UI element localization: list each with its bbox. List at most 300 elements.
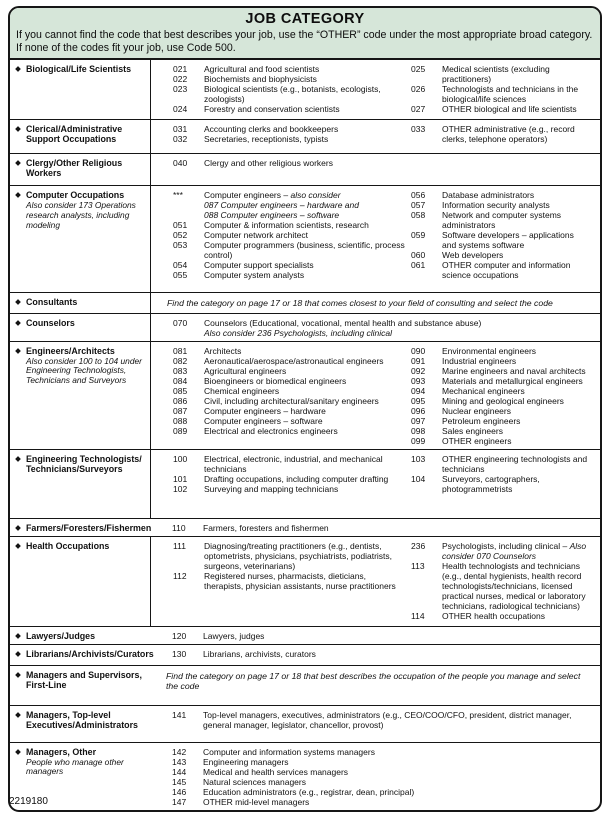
item-text: Mining and geological engineers [442,395,564,406]
item-text: Farmers, foresters and fishermen [203,522,329,533]
row-clerical [10,119,600,153]
item-code: 022 [173,74,188,84]
bullet-icon [15,126,21,132]
item-code: 025 [411,64,426,74]
item-text: Top-level managers, executives, administrators (e.g., CEO/COO/CFO, president, district manager, general manager, legislator, chancellor, provost) [203,709,572,730]
item-text: Technologists and technicians in the biological/life sciences [442,84,579,104]
code-item [172,797,596,807]
code-item [173,454,411,474]
item-code: 081 [173,345,188,356]
row-managers-top [10,705,600,742]
row-lawyers [10,626,600,644]
code-columns [151,454,596,494]
row-eng-tech [10,449,600,518]
row-engineers [10,341,600,449]
code-item [411,366,596,376]
bullet-icon [15,633,21,639]
code-item [172,747,596,757]
item-code: 055 [173,270,188,280]
item-code: 091 [411,355,426,366]
item-code: 147 [172,796,187,807]
item-text: Computer network architect [204,230,308,240]
bullet-icon [15,66,21,72]
item-code: 031 [173,124,188,134]
category-cell [10,293,150,313]
code-column-1 [173,346,411,446]
item-text: Surveyors, cartographers, photogrammetrists [442,473,540,494]
code-item [411,474,596,494]
code-column-1 [173,454,411,494]
item-code: 052 [173,230,188,240]
code-item [411,356,596,366]
item-text: Computer programmers (business, scientific, process control) [204,240,405,260]
item-text-italic: Also consider 070 Counselors [442,540,587,561]
item-text: Computer engineers – hardware [204,405,326,416]
code-column-1 [173,541,411,621]
item-code: 085 [173,385,188,396]
category-cell [10,314,150,341]
form-number: 2219180 [9,796,48,807]
code-column-1 [172,747,596,807]
bullet-icon [15,348,21,354]
code-column-1 [172,649,596,659]
row-content [150,120,600,153]
item-code: 099 [411,435,426,446]
item-text: Environmental engineers [442,345,537,356]
code-item [173,240,411,260]
code-column-2 [411,541,596,621]
item-text: OTHER biological and life scientists [442,104,577,114]
code-column-1 [172,631,596,641]
item-text: Psychologists, including clinical – Also consider 070 Counselors [442,540,587,561]
item-text: Medical and health services managers [203,766,349,777]
code-item [173,541,411,571]
item-text: Computer support specialists [204,260,314,270]
item-code: 060 [411,250,426,260]
row-content [150,60,600,119]
code-item [411,190,596,200]
item-code: 143 [172,756,187,767]
code-item [172,767,596,777]
code-item [173,406,411,416]
item-code: 096 [411,405,426,416]
code-columns [151,318,596,338]
row-content [150,186,600,292]
category-cell [10,450,150,518]
category-name: Managers, Top-level Executives/Administrators [26,709,138,730]
item-code: 027 [411,104,426,114]
row-biological [10,60,600,119]
item-text: Architects [204,345,242,356]
item-text: Forestry and conservation scientists [204,104,340,114]
code-item [411,250,596,260]
item-code: 090 [411,345,426,356]
code-item [411,210,596,230]
item-text: Engineering managers [203,756,289,767]
code-columns [151,190,596,280]
bullet-icon [15,320,21,326]
category-name: Consultants [26,297,78,307]
code-item [173,318,596,338]
code-columns [150,523,596,533]
item-text: Computer engineers – also consider [204,190,341,200]
code-item [172,757,596,767]
code-item [173,270,411,280]
item-text: Computer and information systems managers [203,746,375,757]
item-code: 058 [411,210,426,220]
item-text: Chemical engineers [204,385,280,396]
item-text: Natural sciences managers [203,776,306,787]
code-item [172,523,596,533]
code-item [173,484,411,494]
code-column-2 [411,190,596,280]
code-item [411,124,596,144]
code-item [173,366,411,376]
category-cell [10,706,150,742]
item-text: Diagnosing/treating practitioners (e.g., dentists, optometrists, physicians, psychiatrists, podiatrists, surgeons, veterinarians) [204,540,393,571]
item-text: Network and computer systems administrators [442,210,562,230]
item-code: 088 [173,415,188,426]
code-item [173,104,411,114]
item-code: *** [173,190,183,200]
code-column-1 [173,64,411,114]
row-health [10,536,600,626]
category-cell [10,120,150,153]
category-name: Lawyers/Judges [26,630,96,641]
category-cell [10,537,150,626]
item-text: Computer system analysts [204,270,305,280]
category-name: Biological/Life Scientists [26,64,132,74]
item-text: Database administrators [442,190,535,200]
code-item [411,454,596,474]
code-item [411,104,596,114]
row-managers-first-line [10,665,600,705]
category-name: Engineering Technologists/ Technicians/Surveyors [26,453,142,474]
item-code: 145 [172,776,187,787]
item-text: Computer & information scientists, research [204,220,369,230]
code-column-1 [173,158,596,168]
category-note: Also consider 173 Operations research analysts, including modeling [26,200,136,230]
item-code: 094 [411,385,426,396]
category-table [10,60,600,810]
code-item [173,190,411,220]
code-item [173,356,411,366]
item-code: 082 [173,355,188,366]
item-code: 142 [172,746,187,757]
row-content [150,666,600,705]
item-code: 112 [173,570,187,581]
code-item [411,260,596,280]
item-code: 057 [411,200,426,210]
item-text: Medical scientists (excluding practitioners) [442,64,550,84]
item-code: 056 [411,190,426,200]
row-content [150,342,600,449]
code-item [172,787,596,797]
code-item [411,561,596,611]
item-code: 061 [411,260,426,270]
item-code: 097 [411,415,426,426]
category-note: Also consider 100 to 104 under Engineering Technologists, Technicians and Surveyors [26,355,142,386]
item-code: 023 [173,84,188,94]
item-subnote: 087 Computer engineers – hardware and [204,200,359,210]
category-cell [10,342,150,449]
code-item [173,474,411,484]
code-column-2 [411,64,596,114]
item-code: 026 [411,84,426,94]
bullet-icon [15,672,21,678]
category-name: Farmers/Foresters/Fishermen [26,522,152,533]
bullet-icon [15,712,21,718]
row-content [150,743,600,810]
item-text: Librarians, archivists, curators [203,648,316,659]
category-name: Managers and Supervisors, First-Line [26,669,142,690]
item-text: Accounting clerks and bookkeepers [204,124,339,134]
item-code: 093 [411,375,426,386]
category-name: Clergy/Other Religious Workers [26,158,123,178]
code-item [411,611,596,621]
item-code: 053 [173,240,188,250]
item-code: 095 [411,395,426,406]
item-text: OTHER mid-level managers [203,796,310,807]
bullet-icon [15,160,21,166]
item-text: OTHER engineers [442,435,512,446]
item-text: Civil, including architectural/sanitary engineers [204,395,379,406]
item-code: 130 [172,648,187,659]
item-code: 114 [411,610,425,621]
code-item [411,346,596,356]
code-column-1 [173,124,411,144]
bullet-icon [15,299,21,305]
item-code: 236 [411,540,426,551]
row-consultants [10,292,600,313]
item-subnote: 088 Computer engineers – software [204,210,340,220]
category-name: Engineers/Architects [26,345,115,356]
item-code: 084 [173,375,188,386]
header-instructions: If you cannot find the code that best describes your job, use the “OTHER” code under the most appropriate broad category. If none of the codes fit your job, use Code 500. [16,29,593,54]
row-content [150,645,600,665]
category-cell [10,627,150,644]
row-computer [10,185,600,292]
bullet-icon [15,525,21,531]
code-column-1 [172,710,596,730]
category-cell [10,60,150,119]
code-item [173,84,411,104]
item-code: 087 [173,405,188,416]
item-text: Counselors (Educational, vocational, mental health and substance abuse) [204,317,482,328]
item-text: OTHER administrative (e.g., record clerks, telephone operators) [442,124,575,144]
category-note: People who manage other managers [26,756,124,777]
item-text: Lawyers, judges [203,630,265,641]
item-text: Sales engineers [442,425,503,436]
code-columns [151,158,596,168]
item-code: 024 [173,104,188,114]
code-item [173,376,411,386]
code-columns [151,346,596,446]
row-content [150,450,600,518]
item-code: 101 [173,473,188,484]
code-item [411,406,596,416]
bullet-icon [15,456,21,462]
code-item [173,74,411,84]
item-code: 146 [172,786,187,797]
row-content [150,627,600,644]
item-code: 104 [411,473,426,484]
instruction-text: Find the category on page 17 or 18 that comes closest to your field of consulting and select the code [167,298,553,308]
code-columns [151,541,596,621]
item-text: Petroleum engineers [442,415,521,426]
code-item [173,260,411,270]
item-text: Marine engineers and naval architects [442,365,586,376]
code-columns [150,631,596,641]
item-code: 102 [173,483,188,494]
item-text: Electrical and electronics engineers [204,425,338,436]
code-column-2 [411,346,596,446]
row-managers-other [10,742,600,810]
item-code: 141 [172,709,187,720]
code-item [411,64,596,84]
category-cell [10,666,150,705]
code-item [173,346,411,356]
item-code: 032 [173,134,188,144]
bullet-icon [15,543,21,549]
item-code: 144 [172,766,187,777]
code-item [411,396,596,406]
category-name: Counselors [26,317,75,328]
item-text: Computer engineers – software [204,415,323,426]
header [10,8,600,60]
code-column-2 [411,124,596,144]
code-columns [151,64,596,114]
code-item [173,426,411,436]
item-text: Industrial engineers [442,355,517,366]
job-category-box [8,6,602,812]
item-text: Surveying and mapping technicians [204,483,339,494]
row-content [150,293,600,313]
code-item [173,416,411,426]
code-item [411,84,596,104]
code-column-1 [173,318,596,338]
code-columns [150,710,596,730]
item-text: Education administrators (e.g., registrar, dean, principal) [203,786,415,797]
code-item [172,631,596,641]
item-code: 098 [411,425,426,436]
item-text: OTHER health occupations [442,610,545,621]
item-text: Biochemists and biophysicists [204,74,317,84]
code-item [172,777,596,787]
page-title: JOB CATEGORY [245,11,365,27]
row-counselors [10,313,600,341]
item-code: 111 [173,540,186,551]
item-text: Web developers [442,250,504,260]
item-text: Bioengineers or biomedical engineers [204,375,347,386]
item-text: Electrical, electronic, industrial, and mechanical technicians [204,453,383,474]
item-code: 113 [411,560,425,571]
code-item [173,571,411,591]
item-text: Registered nurses, pharmacists, dieticians, therapists, physician assistants, nurse practitioners [204,570,396,591]
item-text: Information security analysts [442,200,550,210]
code-column-1 [173,190,411,280]
item-code: 103 [411,453,426,464]
code-item [411,416,596,426]
item-code: 100 [173,453,188,464]
category-cell [10,519,150,536]
code-columns [150,747,596,807]
category-cell [10,154,150,185]
instruction-text: Find the category on page 17 or 18 that best describes the occupation of the people you manage and select the code [166,670,581,691]
row-content [150,314,600,341]
category-cell [10,186,150,292]
code-item [173,158,596,168]
item-text-italic: also consider [290,190,341,200]
bullet-icon [15,749,21,755]
code-item [172,710,596,730]
code-item [173,396,411,406]
code-item [173,64,411,74]
code-item [173,134,411,144]
item-code: 033 [411,124,426,134]
category-name: Computer Occupations [26,190,125,200]
row-farmers [10,518,600,536]
code-item [411,436,596,446]
code-item [173,124,411,134]
item-text: Software developers – applications and systems software [442,230,574,250]
item-subnote: Also consider 236 Psychologists, including clinical [204,327,393,338]
row-clergy [10,153,600,185]
item-code: 054 [173,260,188,270]
item-text: Secretaries, receptionists, typists [204,134,329,144]
code-column-2 [411,454,596,494]
item-code: 021 [173,64,188,74]
row-librarians [10,644,600,665]
code-item [173,230,411,240]
item-code: 086 [173,395,188,406]
item-code: 051 [173,220,188,230]
item-text: Drafting occupations, including computer drafting [204,473,389,484]
category-cell [10,645,154,665]
category-name: Managers, Other [26,746,97,757]
code-item [411,426,596,436]
item-text: OTHER computer and information science occupations [442,260,571,280]
row-content [150,537,600,626]
code-column-1 [172,523,596,533]
category-name: Health Occupations [26,540,110,551]
item-text: Materials and metallurgical engineers [442,375,583,386]
code-item [173,386,411,396]
item-code: 110 [172,522,186,533]
row-content [150,706,600,742]
category-name: Clerical/Administrative Support Occupations [26,124,123,144]
item-text: OTHER engineering technologists and technicians [442,453,588,474]
item-text: Agricultural and food scientists [204,64,320,74]
item-text: Agricultural engineers [204,365,287,376]
code-columns [150,649,596,659]
item-code: 120 [172,630,187,641]
code-columns [151,124,596,144]
code-item [411,200,596,210]
item-code: 040 [173,158,188,168]
bullet-icon [15,651,21,657]
item-text: Mechanical engineers [442,385,525,396]
code-item [172,649,596,659]
item-text: Nuclear engineers [442,405,511,416]
item-code: 092 [411,365,426,376]
code-item [173,220,411,230]
category-name: Librarians/Archivists/Curators [26,648,154,659]
code-item [411,230,596,250]
item-code: 089 [173,425,188,436]
item-code: 070 [173,317,188,328]
bullet-icon [15,192,21,198]
